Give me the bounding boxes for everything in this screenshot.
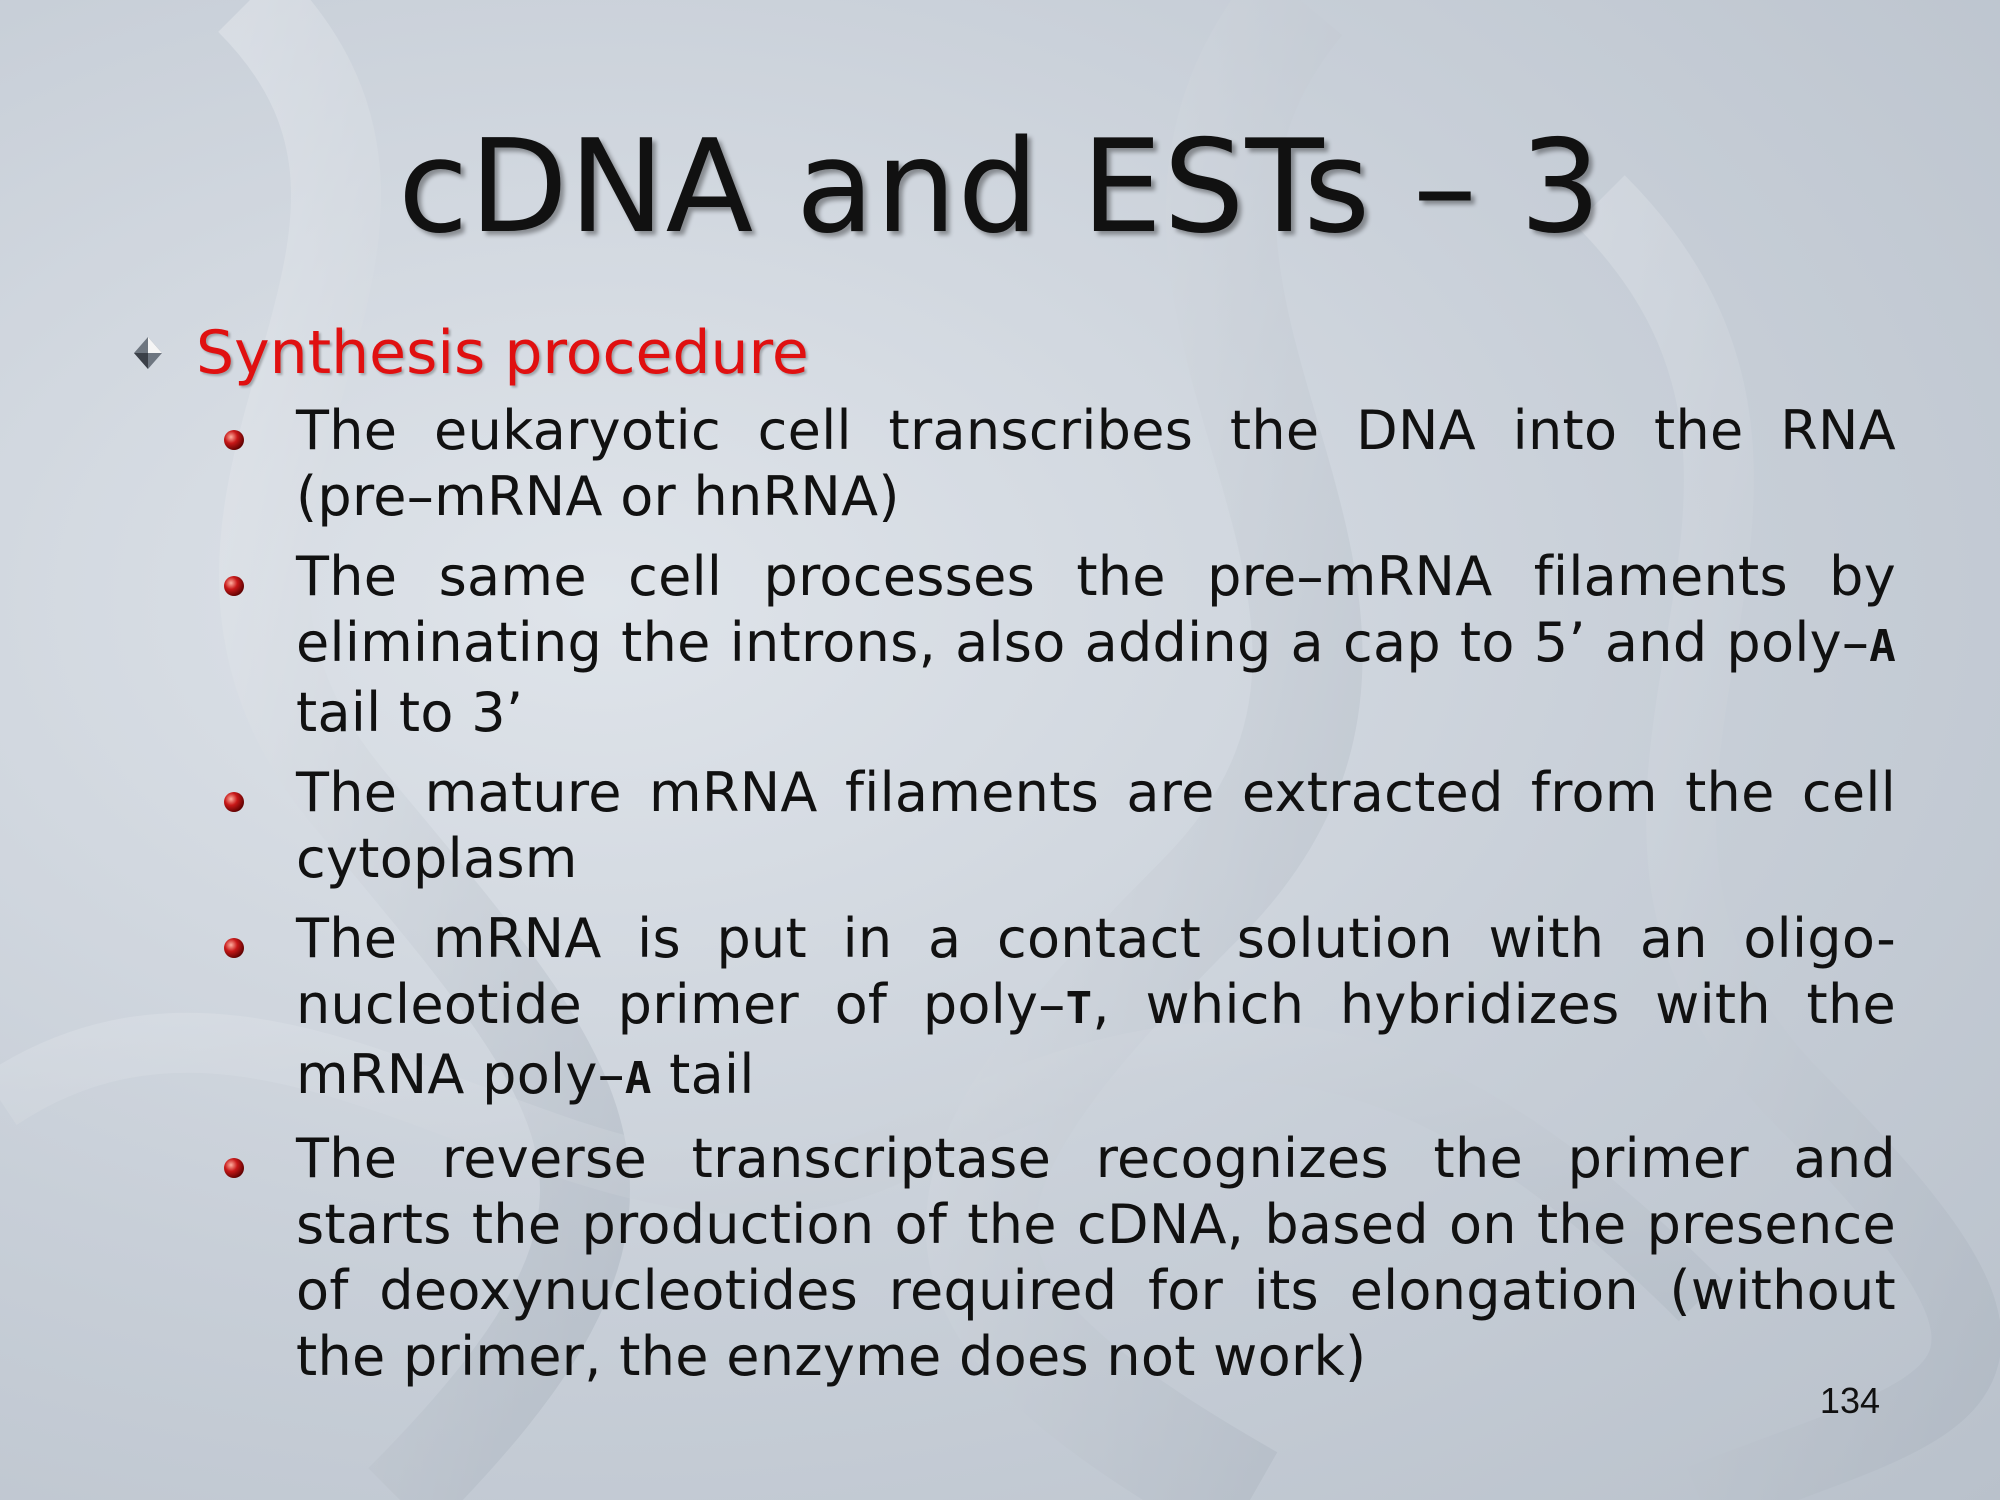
bullet-text-segment: , which hybridizes with the mRNA poly– [296,973,1896,1106]
section-heading [128,318,809,388]
bullet-item [222,1126,1896,1390]
bullet-text-segment: The mRNA is put in a contact solution with an oligo-nucleotide primer of poly– [296,907,1896,1036]
bullet-item [222,544,1896,746]
nucleotide-letter: A [624,1053,652,1104]
bullet-text [296,398,1896,530]
diamond-bullet-icon [128,333,168,373]
bullet-text-segment: The reverse transcriptase recognizes the primer and starts the production of the cDNA, based on the presence of deoxynucleotides required for its elongation (without the primer, the enzyme does not work) [296,1127,1896,1388]
bullet-item [222,906,1896,1112]
bullet-item [222,398,1896,530]
bullet-text-segment: The eukaryotic cell transcribes the DNA into the RNA (pre–mRNA or hnRNA) [296,399,1896,528]
bullet-item [222,760,1896,892]
bullet-text [296,1126,1896,1390]
nucleotide-letter: A [1869,621,1896,672]
bullet-text [296,906,1896,1112]
bullet-text [296,544,1896,746]
red-ball-bullet-icon [222,1156,246,1180]
slide-title: cDNA and ESTs – 3 [397,113,1603,262]
nucleotide-letter: T [1065,983,1093,1034]
bullet-list [222,398,1896,1404]
section-label: Synthesis procedure [196,318,809,388]
bullet-text-segment: The same cell processes the pre–mRNA filaments by eliminating the introns, also adding a cap to 5’ and poly– [296,545,1896,674]
red-ball-bullet-icon [222,428,246,452]
red-ball-bullet-icon [222,574,246,598]
bullet-text-segment: tail to 3’ [296,681,524,744]
page-number: 134 [1819,1380,1880,1421]
red-ball-bullet-icon [222,936,246,960]
red-ball-bullet-icon [222,790,246,814]
bullet-text-segment: The mature mRNA filaments are extracted from the cell cytoplasm [296,761,1896,890]
bullet-text [296,760,1896,892]
bullet-text-segment: tail [651,1043,755,1106]
